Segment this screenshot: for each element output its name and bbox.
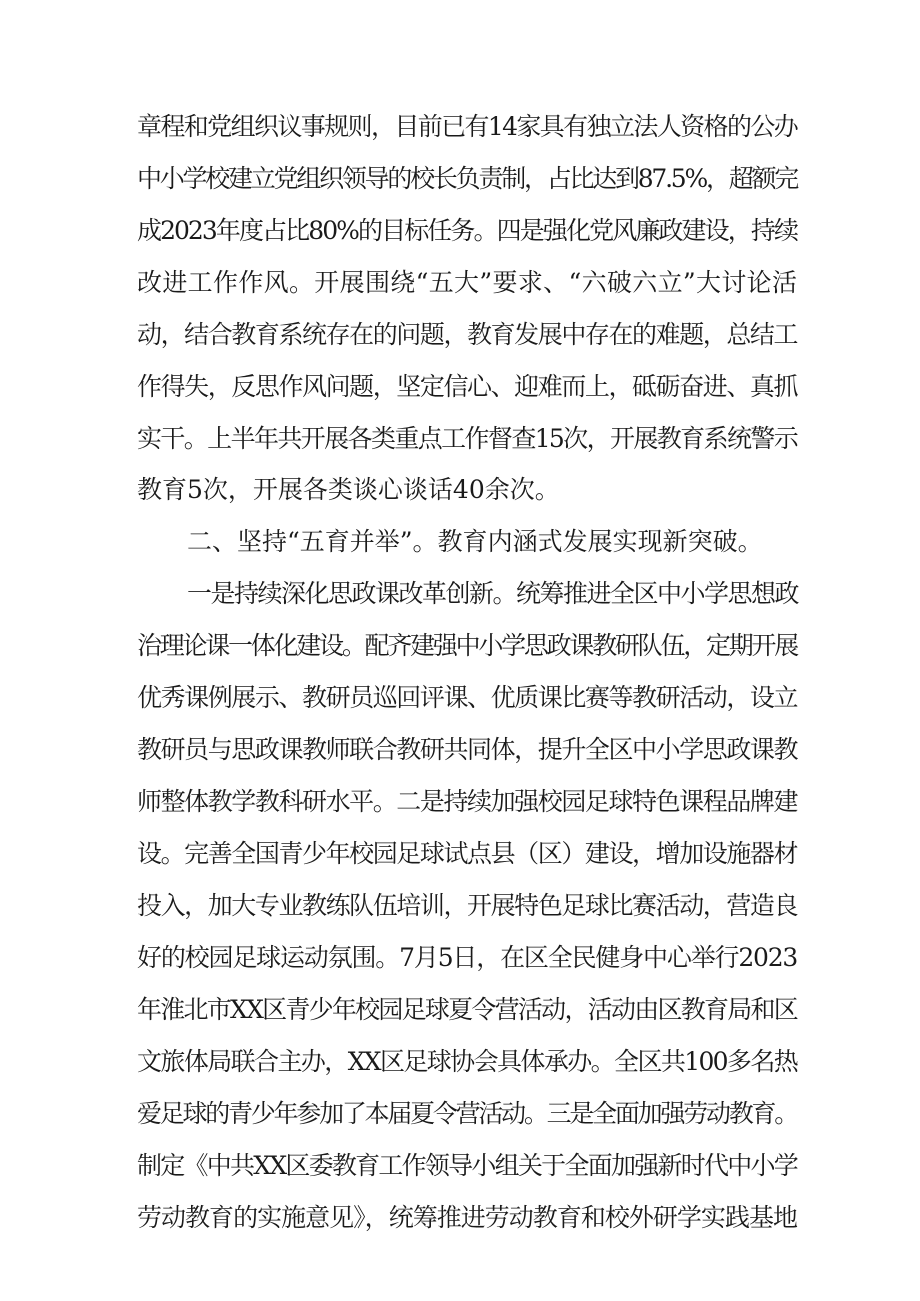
text-line: 师整体教学教科研水平。二是持续加强校园足球特色课程品牌建: [137, 787, 797, 816]
text-line: 设。完善全国青少年校园足球试点县（区）建设，增加设施器材: [137, 839, 797, 868]
text-line: 成2023年度占比80%的目标任务。四是强化党风廉政建设，持续: [137, 216, 797, 245]
text-line: 制定《中共XX区委教育工作领导小组关于全面加强新时代中小学: [137, 1151, 797, 1180]
section-heading: 二、坚持“五育并举”。教育内涵式发展实现新突破。: [187, 527, 763, 556]
text-line: 实干。上半年共开展各类重点工作督查15次，开展教育系统警示: [137, 424, 797, 453]
text-line: 教育5次，开展各类谈心谈话40余次。: [137, 475, 560, 504]
text-line: 文旅体局联合主办，XX区足球协会具体承办。全区共100多名热: [137, 1047, 797, 1076]
text-line: 改进工作作风。开展围绕“五大”要求、“六破六立”大讨论活: [137, 268, 797, 297]
text-line: 中小学校建立党组织领导的校长负责制，占比达到87.5%，超额完: [137, 164, 797, 193]
text-line: 劳动教育的实施意见》，统筹推进劳动教育和校外研学实践基地: [137, 1203, 797, 1232]
text-line: 作得失，反思作风问题，坚定信心、迎难而上，砥砺奋进、真抓: [137, 372, 797, 401]
paragraph-first-line: 一是持续深化思政课改革创新。统筹推进全区中小学思想政: [187, 579, 799, 608]
text-line: 优秀课例展示、教研员巡回评课、优质课比赛等教研活动，设立: [137, 683, 797, 712]
text-line: 动，结合教育系统存在的问题，教育发展中存在的难题，总结工: [137, 320, 797, 349]
text-line: 投入，加大专业教练队伍培训，开展特色足球比赛活动，营造良: [137, 891, 797, 920]
text-line: 教研员与思政课教师联合教研共同体，提升全区中小学思政课教: [137, 735, 797, 764]
text-line: 爱足球的青少年参加了本届夏令营活动。三是全面加强劳动教育。: [137, 1099, 797, 1128]
text-line: 章程和党组织议事规则，目前已有14家具有独立法人资格的公办: [137, 112, 797, 141]
text-line: 年淮北市XX区青少年校园足球夏令营活动，活动由区教育局和区: [137, 995, 797, 1024]
text-line: 治理论课一体化建设。配齐建强中小学思政课教研队伍，定期开展: [137, 631, 797, 660]
text-line: 好的校园足球运动氛围。7月5日，在区全民健身中心举行2023: [137, 943, 797, 972]
